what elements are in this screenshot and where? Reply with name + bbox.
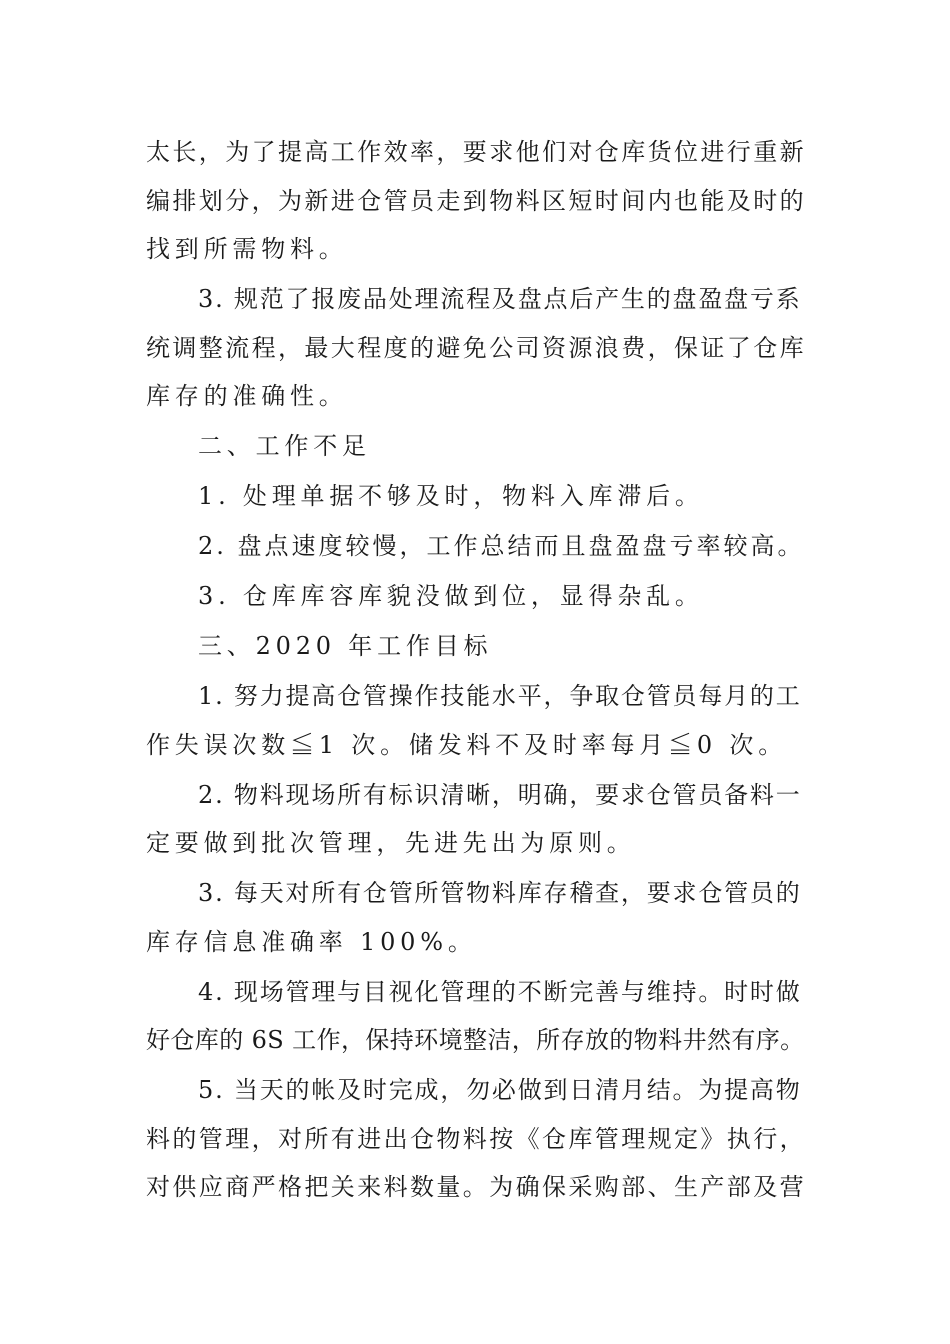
text-line: 对供应商严格把关来料数量。为确保采购部、生产部及营 bbox=[146, 1173, 806, 1201]
text-line: 库存的准确性。 bbox=[146, 382, 348, 410]
section-heading-shortcomings bbox=[146, 422, 806, 471]
paragraph-shortcoming-3 bbox=[146, 572, 806, 621]
section-heading: 三、2020 年工作目标 bbox=[198, 632, 493, 660]
paragraph-continued bbox=[146, 128, 806, 274]
paragraph-goal-5 bbox=[146, 1066, 806, 1212]
text-line: 3. 规范了报废品处理流程及盘点后产生的盘盈盘亏系 bbox=[198, 285, 802, 313]
document-body bbox=[146, 128, 806, 1212]
text-line: 3. 每天对所有仓管所管物料库存稽查，要求仓管员的 bbox=[198, 879, 802, 907]
text-line: 统调整流程，最大程度的避免公司资源浪费，保证了仓库 bbox=[146, 333, 806, 362]
section-heading-goals bbox=[146, 622, 806, 671]
paragraph-goal-2 bbox=[146, 771, 806, 868]
paragraph-shortcoming-1 bbox=[146, 472, 806, 521]
text-line: 3. 仓库库容库貌没做到位，显得杂乱。 bbox=[198, 582, 704, 610]
text-line: 5. 当天的帐及时完成，勿必做到日清月结。为提高物 bbox=[198, 1076, 802, 1104]
text-line: 好仓库的 6S 工作，保持环境整洁，所存放的物料井然有序。 bbox=[146, 1026, 805, 1054]
text-line: 编排划分，为新进仓管员走到物料区短时间内也能及时的 bbox=[146, 186, 806, 215]
text-line: 太长，为了提高工作效率，要求他们对仓库货位进行重新 bbox=[146, 138, 806, 166]
paragraph-shortcoming-2 bbox=[146, 522, 806, 571]
paragraph-goal-1 bbox=[146, 672, 806, 769]
paragraph-goal-4 bbox=[146, 968, 806, 1065]
text-line: 作失误次数≦1 次。储发料不及时率每月≦0 次。 bbox=[146, 730, 787, 759]
text-line: 料的管理，对所有进出仓物料按《仓库管理规定》执行， bbox=[146, 1124, 806, 1153]
text-line: 1. 处理单据不够及时，物料入库滞后。 bbox=[198, 482, 704, 510]
paragraph-goal-3 bbox=[146, 869, 806, 966]
paragraph-item-3-standardize bbox=[146, 275, 806, 421]
text-line: 库存信息准确率 100%。 bbox=[146, 927, 477, 956]
text-line: 找到所需物料。 bbox=[146, 235, 348, 263]
text-line: 4. 现场管理与目视化管理的不断完善与维持。时时做 bbox=[198, 977, 802, 1006]
section-heading: 二、工作不足 bbox=[198, 432, 371, 460]
text-line: 2. 盘点速度较慢，工作总结而且盘盈盘亏率较高。 bbox=[198, 532, 805, 560]
text-line: 1. 努力提高仓管操作技能水平，争取仓管员每月的工 bbox=[198, 682, 802, 710]
text-line: 2. 物料现场所有标识清晰，明确，要求仓管员备料一 bbox=[198, 780, 802, 809]
text-line: 定要做到批次管理，先进先出为原则。 bbox=[146, 829, 636, 857]
